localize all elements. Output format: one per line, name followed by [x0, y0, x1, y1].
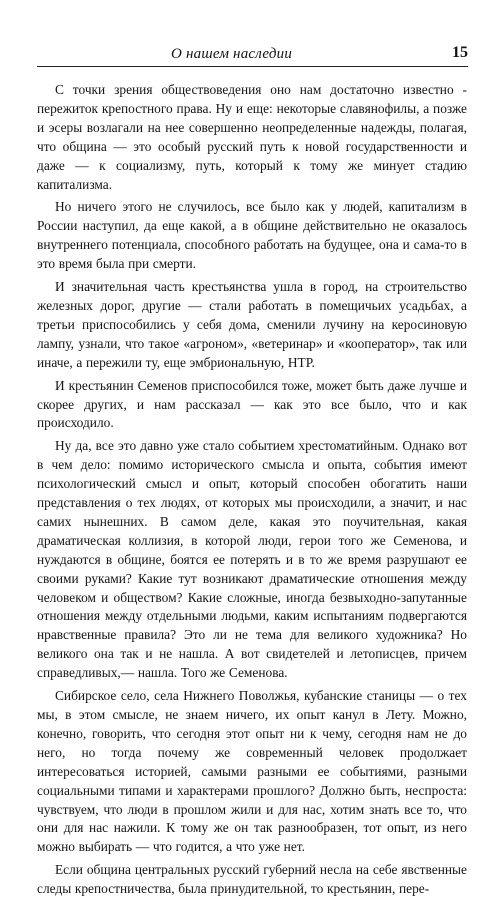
- header-rule: [37, 66, 468, 67]
- paragraph-7: Если община центральных русский губерний несла на себе явственные следы крепостничества, была принудительной, то крестьянин, пере-: [37, 862, 467, 897]
- paragraph-4: И крестьянин Семенов приспособился тоже, может быть даже лучше и скорее других, и нам рассказал — как это все было, что и как происходило.: [37, 377, 467, 431]
- body-text: [37, 81, 467, 903]
- running-header: [37, 44, 468, 66]
- page-number: 15: [452, 44, 468, 61]
- paragraph-1: С точки зрения обществоведения оно нам достаточно известно - пережиток крепостного права. Ну и еще: некоторые славянофилы, а позже и эсеры возлагали на нее совершенно неопределенные надежды, полагая, что община — это особый русский путь к новой государственности и даже — к социализму, путь, который к тому же минует стадию капитализма.: [37, 82, 467, 192]
- paragraph-3: И значительная часть крестьянства ушла в город, на строительство железных дорог, другие — стали работать в помещичьих усадьбах, а третьи приспособились у себя дома, сменили лучину на керосиновую лампу, узнали, что такое «агроном», «ветеринар» и «кооператор», так или иначе, а пережили ту, еще эмбриональную, НТР.: [37, 279, 467, 370]
- running-title: О нашем наследии: [171, 46, 293, 62]
- paragraph-5: Ну да, все это давно уже стало событием хрестоматийным. Однако вот в чем дело: помимо исторического смысла и опыта, события имеют психологический смысл и опыт, который способен обогатить наши представления о тех людях, от которых мы происходили, а значит, и нас самих нынешних. В самом деле, какая это поучительная, какая драматическая коллизия, в которой люди, герои того же Семенова, и нуждаются в общине, боятся ее потерять и в то же время разрушают ее своими руками? Какие тут возникают драматические отношения между человеком и обществом? Какие сложные, иногда безвыходно-запутанные отношения между отдельными людьми, каким испытаниям подвергаются нравственные правила? Это ли не тема для великого художника? Но великого она так и не нашла. А вот свидетелей и летописцев, причем справедливых,— нашла. Того же Семенова.: [37, 438, 467, 681]
- paragraph-6: Сибирское село, села Нижнего Поволжья, кубанские станицы — о тех мы, в этом смысле, не знаем ничего, их опыт канул в Лету. Можно, конечно, говорить, что сегодня этот опыт ни к чему, сегодня нам не до него, но тогда почему же современный человек продолжает интересоваться историей, самыми разными ее событиями, разными социальными типами и характерами прошлого? Должно быть, неспроста: чувствуем, что люди в прошлом жили и для нас, хотим знать все то, что они для нас нажили. К тому же он так разнообразен, тот опыт, из него можно выбирать — что годится, а что уже нет.: [37, 688, 467, 855]
- paragraph-2: Но ничего этого не случилось, все было как у людей, капитализм в России наступил, да еще какой, а в общине действительно не оказалось внутреннего потенциала, способного работать на будущее, она и сама-то в это время была при смерти.: [37, 199, 467, 272]
